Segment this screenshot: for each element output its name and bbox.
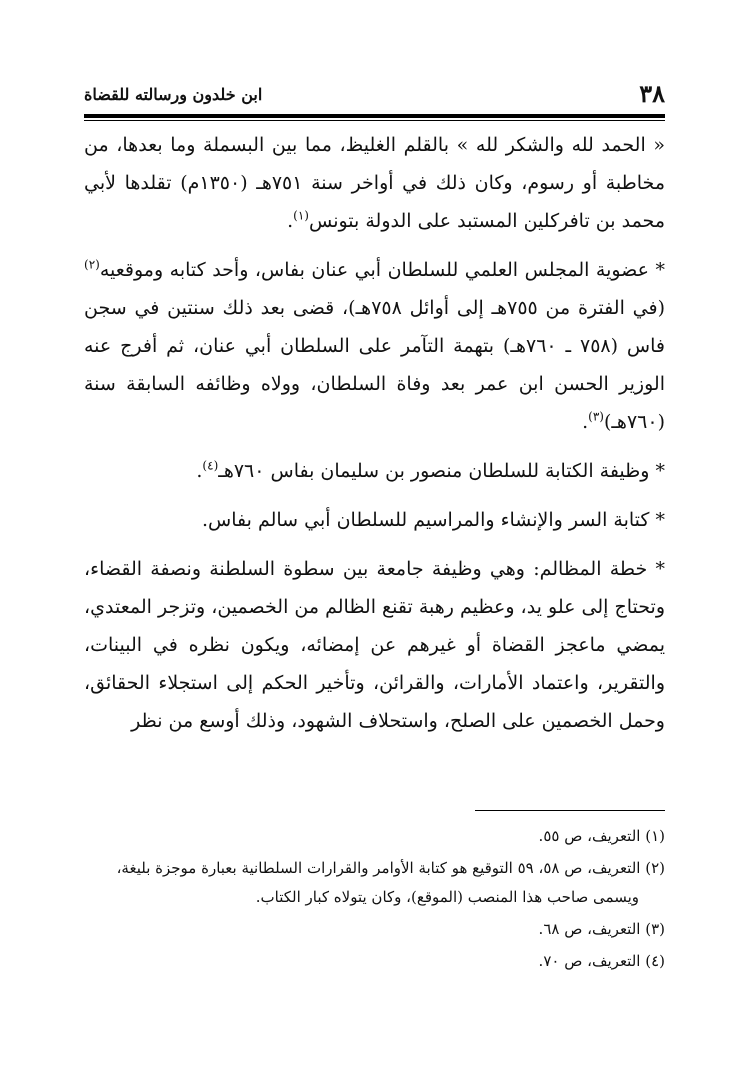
- header-rule-thick: [84, 114, 665, 118]
- footnote-3: (٣) التعريف، ص ٦٨.: [538, 920, 665, 938]
- paragraph-5-text: * خطة المظالم: وهي وظيفة جامعة بين سطوة السلطنة ونصفة القضاء، وتحتاج إلى علو يد، وعظيم رهبة تقنع الظالم من الخصمين، وتزجر المعتدي، يمضي ماعجز القضاة أو غيرهم عن إمضائه، ويكون نظره في البينات، والتقرير، واعتماد الأمارات، والقرائن، وتأخير الحكم إلى استجلاء الحقائق، وحمل الخصمين على الصلح، واستحلاف الشهود، وذلك أوسع من نظر: [84, 558, 665, 732]
- running-title: ابن خلدون ورسالته للقضاة: [84, 85, 263, 104]
- paragraph-3-text: * وظيفة الكتابة للسلطان منصور بن سليمان بفاس ٧٦٠هـ: [218, 460, 665, 482]
- footnote-ref-4[interactable]: (٤): [202, 458, 219, 473]
- paragraph-4-text: * كتابة السر والإنشاء والمراسيم للسلطان أبي سالم بفاس.: [201, 509, 665, 531]
- paragraph-5: [84, 550, 665, 740]
- paragraph-1: [84, 126, 665, 240]
- footnote-ref-2[interactable]: (٢): [84, 257, 100, 272]
- paragraph-2-end: .: [582, 411, 589, 433]
- footnote-2-text: (٢) التعريف، ص ٥٨، ٥٩ التوقيع هو كتابة الأوامر والقرارات السلطانية بعبارة موجزة بليغة،: [116, 859, 665, 877]
- paragraph-3-tail: .: [196, 460, 203, 482]
- footnotes: [84, 822, 665, 979]
- body-text: [84, 126, 665, 751]
- header-rule-thin: [84, 120, 665, 121]
- page-header: [84, 78, 665, 112]
- footnote-separator: [475, 810, 665, 811]
- paragraph-3: [84, 452, 665, 490]
- paragraph-1-text: « الحمد لله والشكر لله » بالقلم الغليظ، مما بين البسملة وما بعدها، من مخاطبة أو رسوم، وكان ذلك في أواخر سنة ٧٥١هـ (١٣٥٠م) تقلدها لأبي محمد بن تافركلين المستبد على الدولة بتونس: [84, 134, 666, 232]
- footnote-ref-1[interactable]: (١): [293, 208, 309, 223]
- footnote-2: [84, 854, 665, 912]
- footnote-ref-3[interactable]: (٣): [588, 409, 604, 424]
- paragraph-2-text: * عضوية المجلس العلمي للسلطان أبي عنان بفاس، وأحد كتابه وموقعيه: [99, 259, 665, 281]
- page-number: ٣٨: [639, 79, 665, 108]
- footnote-4: (٤) التعريف، ص ٧٠.: [538, 952, 665, 970]
- footnote-1: (١) التعريف، ص ٥٥.: [538, 827, 665, 845]
- paragraph-2-tail: (في الفترة من ٧٥٥هـ إلى أوائل ٧٥٨هـ)، قضى بعد ذلك سنتين في سجن فاس (٧٥٨ ـ ٧٦٠هـ) بتهمة التآمر على السلطان أبي عنان، ثم أفرج عنه الوزير الحسن ابن عمر بعد وفاة السلطان، وولاه وظائفه السابقة سنة (٧٦٠هـ): [84, 297, 665, 433]
- paragraph-1-tail: .: [287, 210, 294, 232]
- paragraph-2: [84, 251, 665, 441]
- paragraph-4: [84, 501, 665, 539]
- footnote-2-continuation: ويسمى صاحب هذا المنصب (الموقع)، وكان يتولاه كبار الكتاب.: [255, 888, 639, 906]
